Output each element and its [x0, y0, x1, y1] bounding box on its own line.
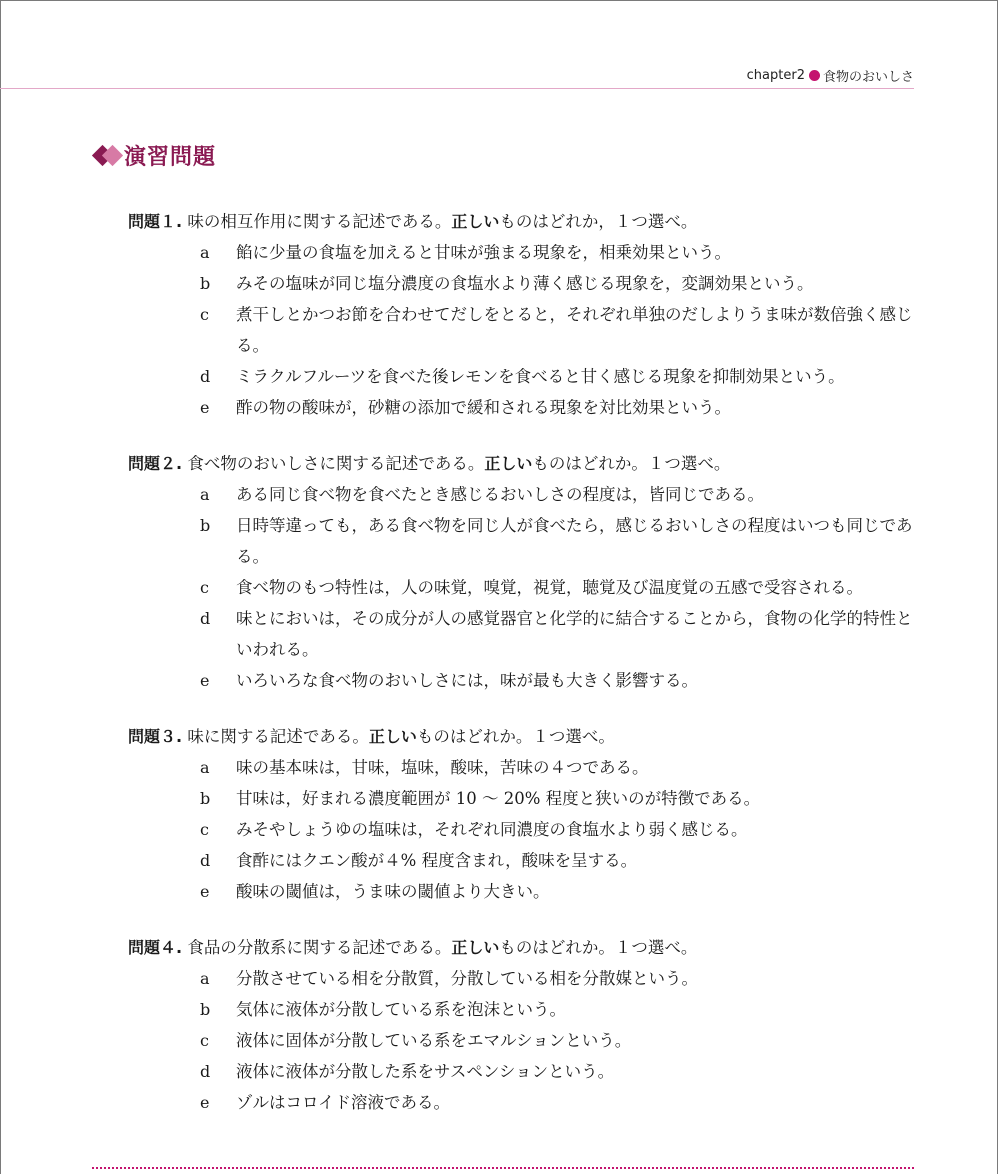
option-letter: b [200, 516, 211, 535]
bullet-dot-icon [809, 70, 820, 81]
option-letter: d [200, 609, 211, 628]
option-letter: a [200, 969, 210, 988]
option-d [128, 845, 918, 876]
option-e [128, 1087, 918, 1118]
option-letter: a [200, 243, 210, 262]
question-number: 問題３. [128, 727, 183, 746]
option-b [128, 268, 918, 299]
section-heading [92, 140, 216, 171]
option-d [128, 361, 918, 392]
option-text: 酸味の閾値は，うま味の閾値より大きい。 [236, 882, 550, 901]
option-text: 分散させている相を分散質，分散している相を分散媒という。 [236, 969, 698, 988]
question-number: 問題１. [128, 212, 183, 231]
question-4 [128, 932, 918, 1118]
option-text: 気体に液体が分散している系を泡沫という。 [236, 1000, 566, 1019]
question-2 [128, 448, 918, 696]
option-a [128, 752, 918, 783]
question-text-post: ものはどれか。１つ選べ。 [532, 454, 731, 473]
option-b [128, 994, 918, 1025]
question-emphasis: 正しい [451, 212, 500, 231]
option-text: 煮干しとかつお節を合わせてだしをとると，それぞれ単独のだしよりうま味が数倍強く感じる。 [236, 305, 913, 355]
option-text: みその塩味が同じ塩分濃度の食塩水より薄く感じる現象を，変調効果という。 [236, 274, 814, 293]
option-text: 液体に液体が分散した系をサスペンションという。 [236, 1062, 615, 1081]
option-e [128, 665, 918, 696]
option-text: ある同じ食べ物を食べたとき感じるおいしさの程度は，皆同じである。 [236, 485, 764, 504]
option-text: 液体に固体が分散している系をエマルションという。 [236, 1031, 632, 1050]
option-text: 味の基本味は，甘味，塩味，酸味，苦味の４つである。 [236, 758, 649, 777]
option-letter: e [200, 398, 210, 417]
option-text: 甘味は，好まれる濃度範囲が 10 ～ 20% 程度と狭いのが特徴である。 [236, 789, 761, 808]
question-text-post: ものはどれか。１つ選べ。 [499, 938, 698, 957]
chapter-label: chapter2 [746, 68, 805, 83]
question-text-post: ものはどれか。１つ選べ。 [416, 727, 615, 746]
option-letter: d [200, 367, 211, 386]
chapter-title: 食物のおいしさ [822, 70, 914, 85]
option-letter: d [200, 1062, 211, 1081]
option-text: ゾルはコロイド溶液である。 [236, 1093, 451, 1112]
question-stem [128, 932, 918, 963]
option-letter: e [200, 1093, 210, 1112]
option-c [128, 814, 918, 845]
option-e [128, 392, 918, 423]
question-number: 問題４. [128, 938, 183, 957]
option-e [128, 876, 918, 907]
option-a [128, 479, 918, 510]
question-list [128, 206, 918, 1143]
question-stem [128, 206, 918, 237]
section-title: 演習問題 [124, 145, 217, 170]
question-number: 問題２. [128, 454, 183, 473]
option-text: 日時等違っても，ある食べ物を同じ人が食べたら，感じるおいしさの程度はいつも同じである。 [236, 516, 913, 566]
option-letter: b [200, 274, 211, 293]
option-letter: d [200, 851, 211, 870]
question-emphasis: 正しい [484, 454, 533, 473]
option-a [128, 963, 918, 994]
running-header [0, 62, 914, 89]
question-3 [128, 721, 918, 907]
option-d [128, 603, 918, 665]
option-text: みそやしょうゆの塩味は，それぞれ同濃度の食塩水より弱く感じる。 [236, 820, 748, 839]
question-stem [128, 448, 918, 479]
option-text: いろいろな食べ物のおいしさには，味が最も大きく影響する。 [236, 671, 698, 690]
option-c [128, 1025, 918, 1056]
question-text-post: ものはどれか，１つ選べ。 [499, 212, 698, 231]
option-text: 食酢にはクエン酸が４% 程度含まれ，酸味を呈する。 [236, 851, 638, 870]
option-letter: c [200, 820, 209, 839]
option-b [128, 510, 918, 572]
question-text-pre: 食品の分散系に関する記述である。 [187, 938, 452, 957]
option-text: 餡に少量の食塩を加えると甘味が強まる現象を，相乗効果という。 [236, 243, 731, 262]
option-letter: c [200, 305, 209, 324]
double-diamond-icon [92, 142, 126, 170]
option-letter: c [200, 578, 209, 597]
question-text-pre: 味に関する記述である。 [187, 727, 369, 746]
option-letter: a [200, 485, 210, 504]
option-text: ミラクルフルーツを食べた後レモンを食べると甘く感じる現象を抑制効果という。 [236, 367, 845, 386]
option-text: 酢の物の酸味が，砂糖の添加で緩和される現象を対比効果という。 [236, 398, 731, 417]
footer-dotted-rule [92, 1167, 914, 1169]
question-text-pre: 味の相互作用に関する記述である。 [187, 212, 452, 231]
question-emphasis: 正しい [451, 938, 500, 957]
question-emphasis: 正しい [368, 727, 417, 746]
question-stem [128, 721, 918, 752]
option-c [128, 572, 918, 603]
question-1 [128, 206, 918, 423]
option-letter: b [200, 789, 211, 808]
option-d [128, 1056, 918, 1087]
running-header-text [747, 66, 914, 85]
option-letter: e [200, 882, 210, 901]
option-letter: c [200, 1031, 209, 1050]
option-a [128, 237, 918, 268]
question-text-pre: 食べ物のおいしさに関する記述である。 [187, 454, 485, 473]
option-letter: e [200, 671, 210, 690]
option-letter: a [200, 758, 210, 777]
option-letter: b [200, 1000, 211, 1019]
option-text: 味とにおいは，その成分が人の感覚器官と化学的に結合することから，食物の化学的特性といわれる。 [236, 609, 913, 659]
option-text: 食べ物のもつ特性は，人の味覚，嗅覚，視覚，聴覚及び温度覚の五感で受容される。 [236, 578, 863, 597]
option-c [128, 299, 918, 361]
option-b [128, 783, 918, 814]
